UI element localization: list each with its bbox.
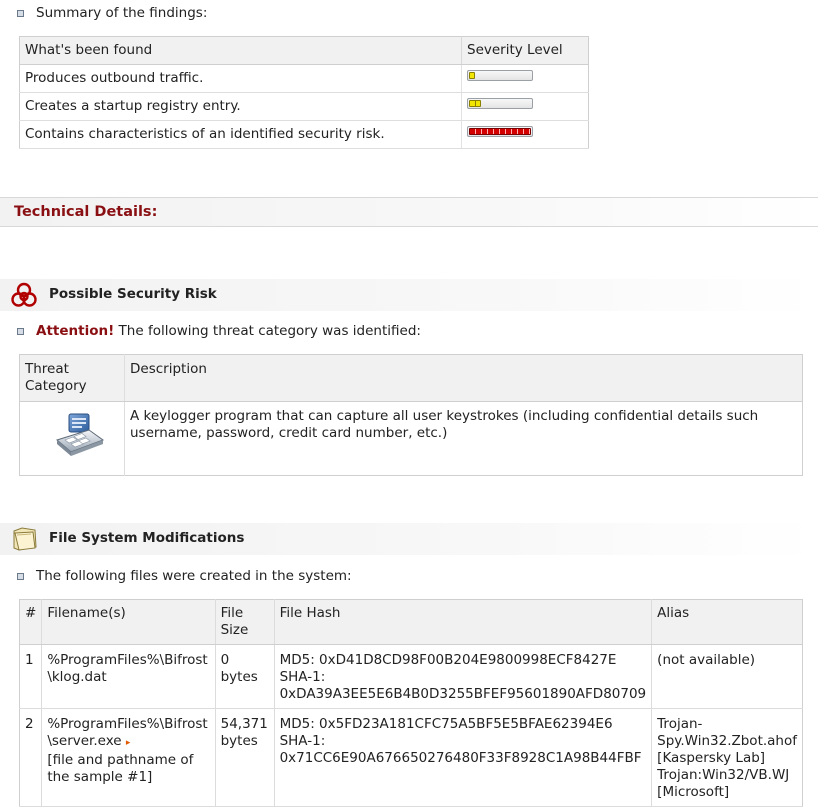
file-hash [274,709,652,807]
finding-text: Contains characteristics of an identified security risk. [20,121,462,149]
bullet-icon [17,10,24,17]
expand-arrow-icon[interactable]: ▸ [125,738,131,748]
file-size-unit: bytes [220,669,258,685]
table-row [20,65,589,93]
attention-label: Attention! [36,323,115,339]
file-name-line: \server.exe [47,733,122,749]
summary-heading-line [17,4,207,22]
severity-cell [462,121,589,149]
severity-meter [467,98,533,109]
file-name-line: %ProgramFiles%\Bifrost [47,652,208,668]
col-header-alias: Alias [652,600,803,645]
folder-icon [11,524,39,552]
table-row [20,93,589,121]
file-name [42,709,215,807]
col-header-size-line2: Size [220,622,249,638]
severity-meter [467,70,533,81]
severity-fill [469,72,475,79]
hash-md5: MD5: 0xD41D8CD98F00B204E9800998ECF8427E [279,652,617,668]
alias-line: [Microsoft] [657,784,730,800]
file-alias [652,645,803,709]
col-header-num: # [20,600,42,645]
file-num: 1 [20,645,42,709]
table-row [20,645,803,709]
severity-cell [462,93,589,121]
table-header-row [20,37,589,65]
table-row [20,402,803,476]
security-risk-title: Possible Security Risk [49,286,217,302]
severity-meter [467,126,533,137]
severity-fill [469,100,481,107]
alias-line: Trojan:Win32/VB.WJ [657,767,790,783]
file-hash [274,645,652,709]
file-alias [652,709,803,807]
hash-sha1-value: 0x71CC6E90A676650276480F33F8928C1A98B44FBF [279,750,642,766]
threat-description: A keylogger program that can capture all user keystrokes (including confidential details such username, password, credit card number, etc.) [125,402,803,476]
biohazard-icon [10,281,38,309]
file-num: 2 [20,709,42,807]
attention-line [17,322,421,340]
table-header-row [20,600,803,645]
table-row [20,709,803,807]
hash-sha1-label: SHA-1: [279,669,326,685]
created-files-table [19,599,803,807]
bullet-icon [17,573,24,580]
col-header-threat-category-line1: Threat [25,361,69,377]
alias-line: [Kaspersky Lab] [657,750,766,766]
hash-md5: MD5: 0x5FD23A181CFC75A5BF5E5BFAE62394E6 [279,716,613,732]
threat-category-table [19,354,803,476]
file-system-title: File System Modifications [49,530,245,546]
alias-line: (not available) [657,652,756,668]
table-row [20,121,589,149]
severity-cell [462,65,589,93]
file-name-line: [file and pathname of [47,752,194,768]
finding-text: Creates a startup registry entry. [20,93,462,121]
security-risk-band [0,279,818,311]
col-header-hash: File Hash [274,600,652,645]
file-size-value: 0 [220,652,230,668]
attention-text: The following threat category was identified: [114,323,421,339]
keyboard-icon [53,410,107,460]
alias-line: Trojan- [657,716,703,732]
file-system-band [0,523,818,555]
files-intro-line [17,567,352,585]
finding-text: Produces outbound traffic. [20,65,462,93]
technical-details-band [0,197,818,227]
file-size-unit: bytes [220,733,258,749]
technical-details-title: Technical Details: [14,204,158,220]
col-header-description: Description [125,355,803,402]
col-header-severity: Severity Level [462,37,589,65]
file-size [215,709,274,807]
file-size [215,645,274,709]
file-name [42,645,215,709]
file-size-value: 54,371 [220,716,268,732]
bullet-icon [17,328,24,335]
col-header-filename: Filename(s) [42,600,215,645]
severity-fill [469,128,531,135]
alias-line: Spy.Win32.Zbot.ahof [657,733,797,749]
col-header-threat-category [20,355,125,402]
col-header-size [215,600,274,645]
summary-heading: Summary of the findings: [36,5,208,21]
hash-sha1-value: 0xDA39A3EE5E6B4B0D3255BFEF95601890AFD80709 [279,686,647,702]
file-name-line: %ProgramFiles%\Bifrost [47,716,208,732]
files-intro: The following files were created in the system: [36,568,352,584]
col-header-threat-category-line2: Category [25,378,87,394]
file-name-line: the sample #1] [47,769,153,785]
table-header-row [20,355,803,402]
findings-summary-table [19,36,589,149]
col-header-size-line1: File [220,605,244,621]
col-header-found: What's been found [20,37,462,65]
file-name-line: \klog.dat [47,669,107,685]
hash-sha1-label: SHA-1: [279,733,326,749]
category-icon-cell [20,402,125,476]
